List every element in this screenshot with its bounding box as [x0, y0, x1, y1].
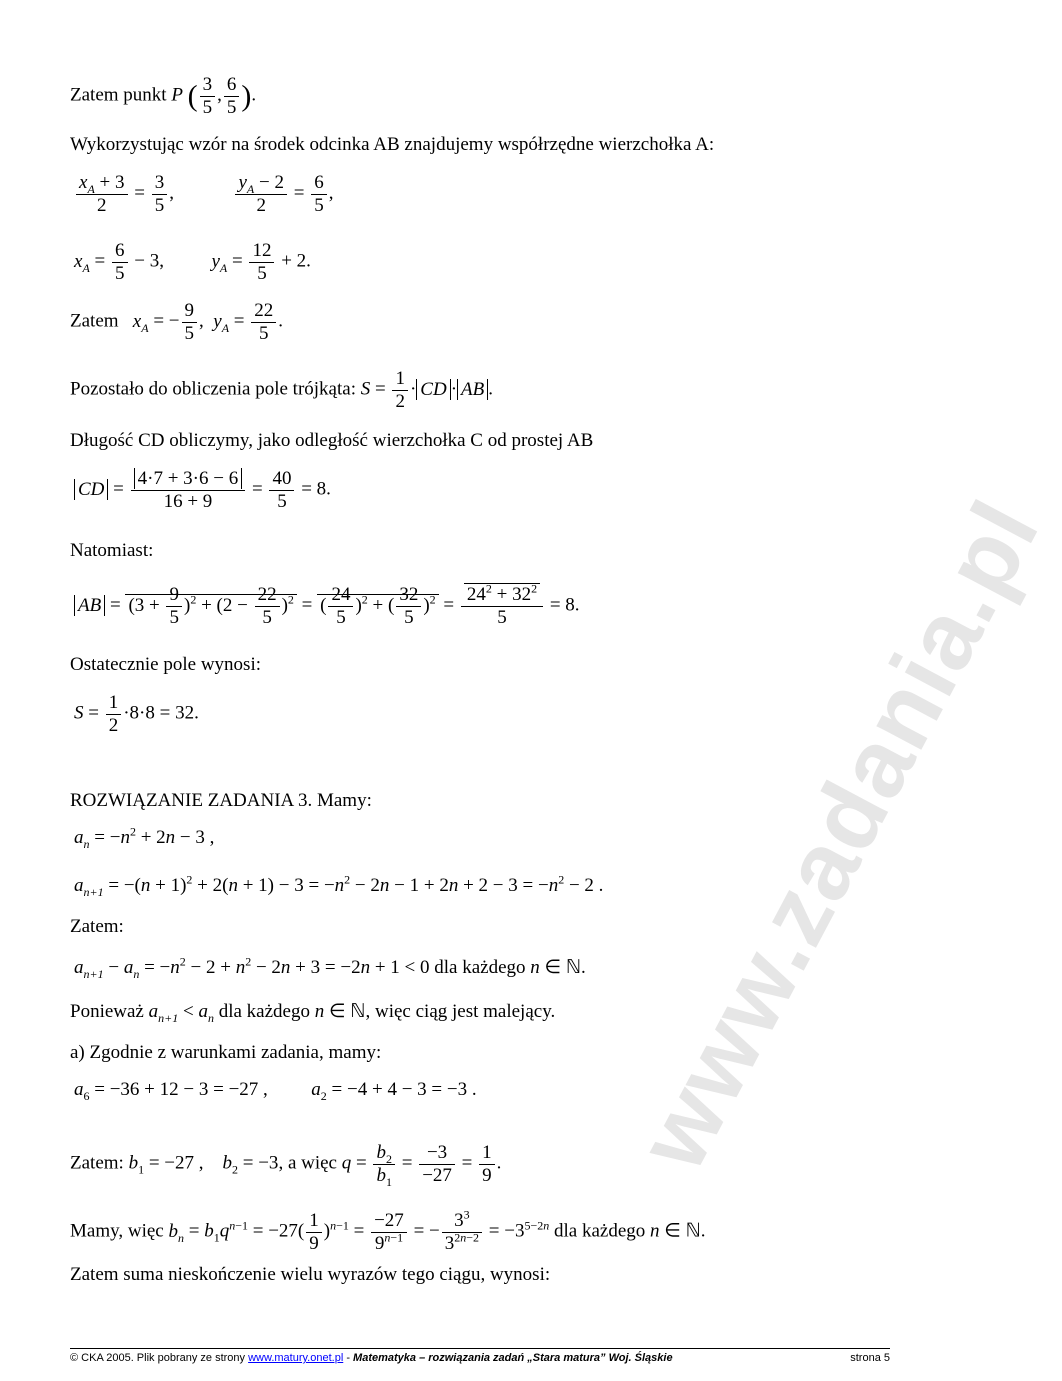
text-dla-kazdego-3: dla każdego [554, 1220, 646, 1242]
watermark: www.zadania.pl [618, 483, 1060, 1187]
point-p-line: Zatem punkt P ( $\frac{3}{5}$ , $\frac{6}{5}$ ). [70, 74, 257, 118]
text-dla-kazdego-2: dla każdego [218, 1001, 310, 1022]
coordinate-equations: $x_A$ = $\frac{6}{5}$ − 3, $y_A$ = $\frac{12}{5}$ + 2. [74, 240, 311, 284]
cd-distance-text: Długość CD obliczymy, jako odległość wierzchołka C od prostej AB [70, 430, 594, 451]
geometric-terms: Zatem: $b_1 = -27$ , $b_2 = -3$, a więc q = $\frac{b_2}{b_1}$ = $\frac{-3}{-27}$ = $\frac{1}{9}$ . [70, 1142, 502, 1189]
ab-calculation: AB = (3 + $\frac{9}{5}$ )$^2$ + (2 − $\frac{22}{5}$ )$^2$ = ( $\frac{24}{5}$ )$^2$ + ( $\frac{32}{5}$ )$^2$ = $\frac{24^2 + 32^2}{5}$ = 8. [74, 584, 580, 629]
text-mamy-wiec: Mamy, więc [70, 1220, 164, 1242]
text-zatem-2: Zatem: [70, 1152, 124, 1174]
final-area: S = $\frac{1}{2}$ ·8·8 = 32. [74, 692, 199, 736]
text-poniewaz: Ponieważ [70, 1001, 144, 1022]
infinite-sum-text: Zatem suma nieskończenie wielu wyrazów tego ciągu, wynosi: [70, 1264, 551, 1285]
zatem-colon: Zatem: [70, 916, 124, 937]
footer-title: Matematyka – rozwiązania zadań „Stara matura” Woj. Śląskie [353, 1352, 673, 1364]
text-zatem-punkt: Zatem punkt [70, 84, 167, 106]
sequence-an: $a_n = -n^2 + 2n - 3$ , [74, 824, 215, 851]
intro-midpoint-text: Wykorzystując wzór na środek odcinka AB znajdujemy współrzędne wierzchołka A: [70, 134, 715, 155]
part-a-intro: a) Zgodnie z warunkami zadania, mamy: [70, 1042, 382, 1063]
footer-page: strona 5 [850, 1352, 890, 1364]
sequence-an1: $a_{n+1} = -(n + 1)^2 + 2(n + 1) - 3 = -n^2 - 2n - 1 + 2n + 2 - 3 = -n^2 - 2$ . [74, 872, 604, 899]
footer-left [70, 1352, 673, 1364]
general-term: Mamy, więc $b_n = b_1q^{n-1} = -27$( $\frac{1}{9}$ )$^{n-1}$ = $\frac{-27}{9^{n-1}}$ = − $\frac{3^3}{3^{2n-2}}$ = $-3^{5-2n}$ dla każdego n ∈ ℕ. [70, 1207, 706, 1254]
footer-separator: - [343, 1352, 354, 1364]
task3-title: ROZWIĄZANIE ZADANIA 3. [70, 790, 313, 811]
decreasing-conclusion: Ponieważ $a_{n+1} < a_n$ dla każdego n ∈ ℕ, więc ciąg jest malejący. [70, 1001, 556, 1025]
footer-link[interactable]: www.matury.onet.pl [248, 1352, 344, 1364]
midpoint-equations: $\frac{x_A + 3}{2}$ = $\frac{3}{5}$ , $\frac{y_A - 2}{2}$ = $\frac{6}{5}$ , [74, 172, 333, 217]
a6-a2-values: $a_6 = -36 + 12 - 3 = -27$ , $a_2 = -4 + 4 - 3 = -3$ . [74, 1079, 477, 1103]
vertex-a-result: Zatem $x_A$ = − $\frac{9}{5}$ , $y_A$ = $\frac{22}{5}$ . [70, 300, 283, 344]
footer [70, 1352, 890, 1364]
footer-copyright: © CKA 2005. Plik pobrany ze strony [70, 1352, 246, 1364]
text-dla-kazdego: dla każdego [434, 957, 526, 978]
text-zatem: Zatem [70, 310, 119, 332]
text-malejacy: , więc ciąg jest malejący. [365, 1001, 556, 1022]
ostatecznie-text: Ostatecznie pole wynosi: [70, 654, 262, 675]
natomiast-text: Natomiast: [70, 540, 154, 561]
task3-heading [70, 790, 372, 812]
text-a-wiec: , a więc [278, 1152, 337, 1174]
text-mamy: Mamy: [316, 790, 372, 811]
text-pozostalo: Pozostało do obliczenia pole trójkąta: [70, 378, 356, 400]
cd-calculation: CD = $\frac{4\cdot 7 + 3\cdot 6 - 6}{16 + 9}$ = $\frac{40}{5}$ = 8. [74, 468, 331, 513]
difference-calc: $a_{n+1} - a_n = -n^2 - 2 + n^2 - 2n + 3 = -2n + 1 < 0$ dla każdego n ∈ ℕ. [74, 954, 586, 981]
footer-rule [70, 1348, 890, 1349]
area-formula-line: Pozostało do obliczenia pole trójkąta: S = $\frac{1}{2}$ · CD · AB . [70, 368, 493, 412]
